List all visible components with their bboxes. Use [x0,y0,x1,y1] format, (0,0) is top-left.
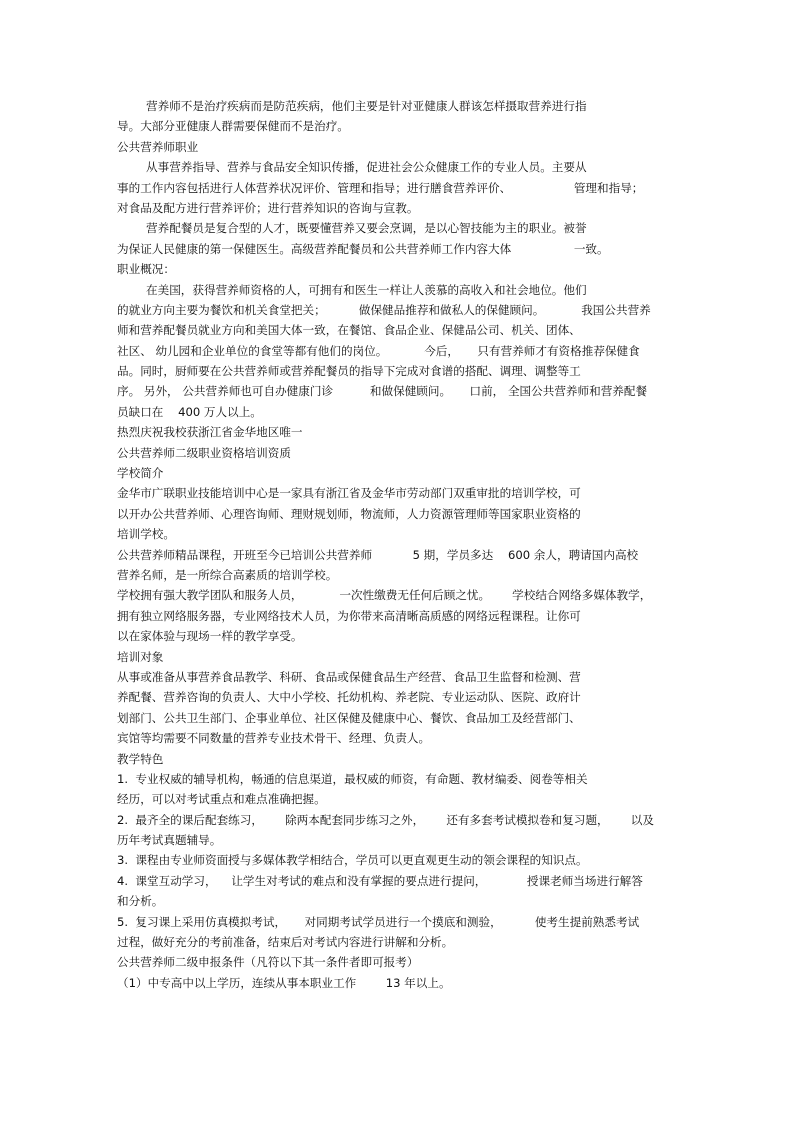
text-line: 养配餐、营养咨询的负责人、大中小学校、托幼机构、养老院、专业运动队、医院、政府计 [117,690,581,705]
text-line: 以在家体验与现场一样的教学享受。 [117,629,303,644]
section-heading: 学校简介 [117,466,164,481]
text-line: 对食品及配方进行营养评价；进行营养知识的咨询与宣教。 [117,200,419,215]
text-line: 导。大部分亚健康人群需要保健而不是治疗。 [117,119,349,134]
text-line: 营养名师，是一所综合高素质的培训学校。 [117,567,338,582]
text-line: 划部门、公共卫生部门、企事业单位、社区保健及健康中心、餐饮、食品加工及经营部门、 [117,710,581,725]
list-item: 1. 专业权威的辅导机构，畅通的信息渠道，最权威的师资，有命题、教材编委、阅卷等相关 [117,771,588,786]
section-heading: 公共营养师职业 [117,139,199,154]
text-line: 公共营养师精品课程，开班至今已培训公共营养师 5 期，学员多达 600 余人，聘请国内高校 [117,547,639,562]
section-heading: 职业概况： [117,262,175,277]
section-heading: 公共营养师二级申报条件（凡符以下其一条件者即可报考） [117,955,419,970]
text-line: 和分析。 [117,894,164,909]
text-line: 培训学校。 [117,527,175,542]
document-body [117,96,677,993]
text-line: 品。同时，厨师要在公共营养师或营养配餐员的指导下完成对食谱的搭配、调理、调整等工 [117,364,581,379]
text-line: 在美国，获得营养师资格的人，可拥有和医生一样让人羡慕的高收入和社会地位。他们 [146,282,587,297]
list-item: （1）中专高中以上学历，连续从事本职业工作 13 年以上。 [117,975,451,990]
text-line: 宾馆等均需要不同数量的营养专业技术骨干、经理、负责人。 [117,731,431,746]
text-line: 拥有独立网络服务器，专业网络技术人员，为你带来高清晰高质感的网络远程课程。让你可 [117,608,581,623]
text-line: 员缺口在 400 万人以上。 [117,404,262,419]
text-line: 以开办公共营养师、心理咨询师、理财规划师，物流师，人力资源管理师等国家职业资格的 [117,506,581,521]
text-line: 从事营养指导、营养与食品安全知识传播，促进社会公众健康工作的专业人员。主要从 [146,160,587,175]
text-line: 历年考试真题辅导。 [117,833,222,848]
text-line: 金华市广联职业技能培训中心是一家具有浙江省及金华市劳动部门双重审批的培训学校，可 [117,486,581,501]
list-item: 4. 课堂互动学习， 让学生对考试的难点和没有掌握的要点进行提问， 授课老师当场进行解答 [117,873,643,888]
text-line: 营养配餐员是复合型的人才，既要懂营养又要会烹调，是以心智技能为主的职业。被誉 [146,221,587,236]
text-line: 社区、 幼儿园和企业单位的食堂等都有他们的岗位。 今后， 只有营养师才有资格推荐保健食 [117,343,640,358]
announcement-line: 热烈庆祝我校获浙江省金华地区唯一 [117,425,303,440]
text-line: 事的工作内容包括进行人体营养状况评价、管理和指导；进行膳食营养评价、 管理和指导； [117,180,644,195]
text-line: 营养师不是治疗疾病而是防范疾病，他们主要是针对亚健康人群该怎样摄取营养进行指 [146,99,587,113]
text-line: 为保证人民健康的第一保健医生。高级营养配餐员和公共营养师工作内容大体 一致。 [117,241,609,256]
text-line: 师和营养配餐员就业方向和美国大体一致，在餐馆、食品企业、保健品公司、机关、团体、 [117,323,581,338]
list-item: 3. 课程由专业师资面授与多媒体教学相结合，学员可以更直观更生动的领会课程的知识点。 [117,853,588,868]
section-heading: 培训对象 [117,649,164,664]
text-line: 的就业方向主要为餐饮和机关食堂把关； 做保健品推荐和做私人的保健顾问。 我国公共营养 [117,302,651,317]
text-line: 从事或准备从事营养食品教学、科研、食品或保健食品生产经营、食品卫生监督和检测、营 [117,669,581,684]
text-line: 序。 另外， 公共营养师也可自办健康门诊 和做保健顾问。 口前， 全国公共营养师和营养配餐 [117,384,648,399]
list-item: 2. 最齐全的课后配套练习， 除两本配套同步练习之外， 还有多套考试模拟卷和复习题， 以及 [117,812,654,827]
section-heading: 教学特色 [117,751,164,766]
announcement-line: 公共营养师二级职业资格培训资质 [117,445,291,460]
text-line: 经历，可以对考试重点和难点准确把握。 [117,792,326,807]
text-line: 过程，做好充分的考前准备，结束后对考试内容进行讲解和分析。 [117,935,454,950]
text-line: 学校拥有强大教学团队和服务人员， 一次性缴费无任何后顾之忧。 学校结合网络多媒体教学， [117,588,652,603]
list-item: 5. 复习课上采用仿真模拟考试， 对同期考试学员进行一个摸底和测验， 使考生提前熟悉考试 [117,914,640,929]
